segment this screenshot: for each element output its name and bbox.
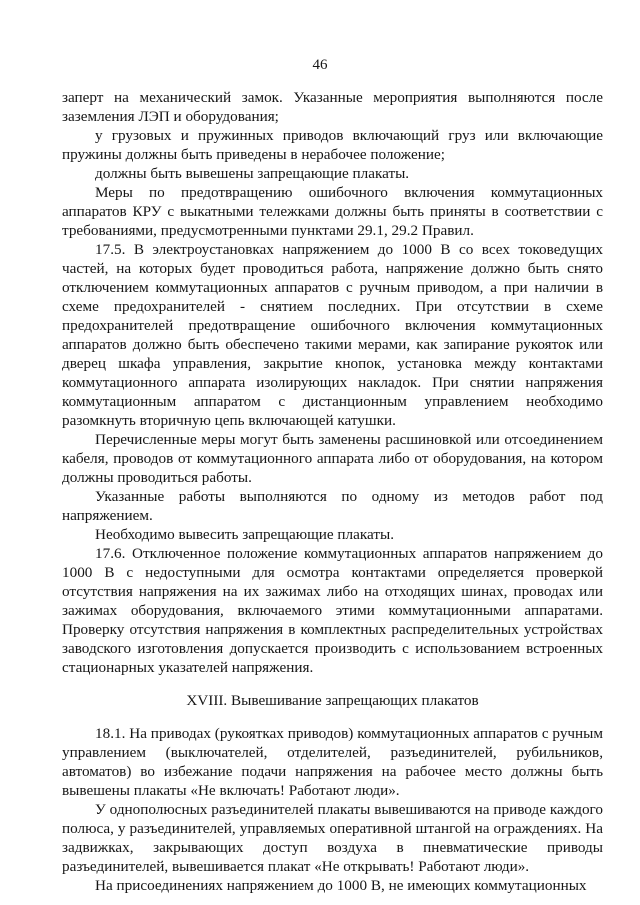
paragraph: 17.5. В электроустановках напряжением до 1000 В со всех токоведущих частей, на которых будет проводиться работа, напряжение должно быть снято отключением коммутационных аппаратов с ручным приводом, а при наличии в схеме предохранителей - снятием последних. При отсутствии в схеме предохранителей предотвращение ошибочного включения коммутационных аппаратов должно быть обеспечено такими мерами, как запирание рукояток или дверец шкафа управления, закрытие кнопок, установка между контактами коммутационного аппарата изолирующих накладок. При снятии напряжения коммутационным аппаратом с дистанционным управлением необходимо разомкнуть вторичную цепь включающей катушки. <box>62 241 603 429</box>
section-heading: XVIII. Вывешивание запрещающих плакатов <box>186 692 479 709</box>
paragraph: 17.6. Отключенное положение коммутационных аппаратов напряжением до 1000 В с недоступными для осмотра контактами определяется проверкой отсутствия напряжения на их зажимах либо на отходящих шинах, проводах или зажимах оборудования, включаемого этими коммутационными аппаратами. Проверку отсутствия напряжения в комплектных распределительных устройствах заводского изготовления допускается производить с использованием встроенных стационарных указателей напряжения. <box>62 545 603 676</box>
paragraph: у грузовых и пружинных приводов включающий груз или включающие пружины должны быть приведены в нерабочее положение; <box>62 127 603 163</box>
paragraph: 18.1. На приводах (рукоятках приводов) коммутационных аппаратов с ручным управлением (выключателей, отделителей, разъединителей, рубильников, автоматов) во избежание подачи напряжения на рабочее место должны быть вывешены плакаты «Не включать! Работают люди». <box>62 725 603 799</box>
paragraph-group-section-18 <box>62 724 603 895</box>
paragraph: На присоединениях напряжением до 1000 В, не имеющих коммутационных <box>95 877 587 894</box>
paragraph: Указанные работы выполняются по одному из методов работ под напряжением. <box>62 488 603 524</box>
paragraph: Необходимо вывесить запрещающие плакаты. <box>95 526 395 543</box>
paragraph: Перечисленные меры могут быть заменены расшиновкой или отсоединением кабеля, проводов от коммутационного аппарата либо от оборудования, на котором должны проводиться работы. <box>62 431 603 486</box>
paragraph: У однополюсных разъединителей плакаты вывешиваются на приводе каждого полюса, у разъединителей, управляемых оперативной штангой на ограждениях. На задвижках, закрывающих доступ воздуха в пневматические приводы разъединителей, вывешивается плакат «Не открывать! Работают люди». <box>62 801 603 875</box>
paragraph-group-section-17 <box>62 88 603 677</box>
paragraph: заперт на механический замок. Указанные мероприятия выполняются после заземления ЛЭП и оборудования; <box>62 89 603 125</box>
paragraph: должны быть вывешены запрещающие плакаты. <box>95 165 410 182</box>
paragraph: Меры по предотвращению ошибочного включения коммутационных аппаратов КРУ с выкатными тележками должны быть приняты в соответствии с требованиями, предусмотренными пунктами 29.1, 29.2 Правил. <box>62 184 603 239</box>
document-body <box>62 88 603 895</box>
page-number: 46 <box>312 57 328 73</box>
